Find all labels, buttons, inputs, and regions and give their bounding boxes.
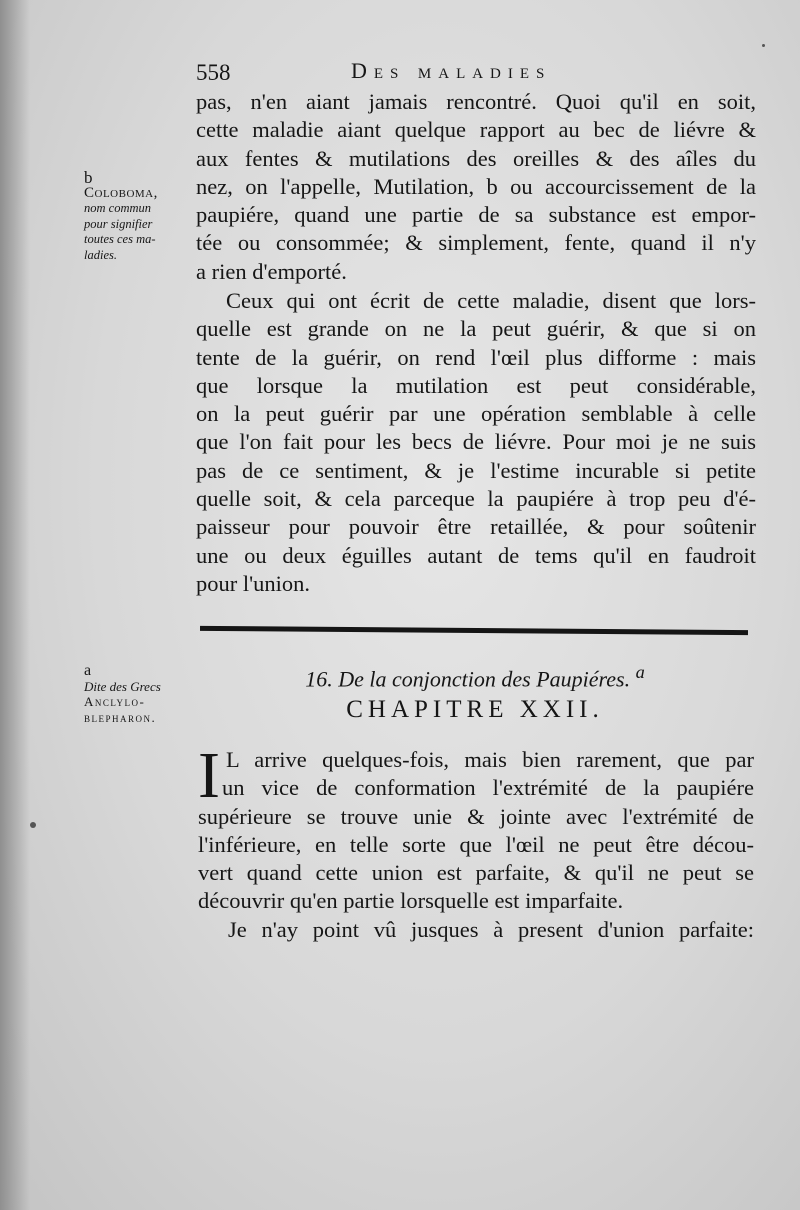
note-marker: b [84, 168, 93, 187]
text-line: aux fentes & mutilations des oreilles & des aîles du [196, 145, 756, 171]
note-term: Coloboma, [84, 184, 158, 201]
text-line: on la peut guérir par une opération semblable à celle [196, 401, 756, 427]
section-title-text: 16. De la conjonction des Paupiéres. [305, 666, 631, 692]
section-title-marker: a [635, 662, 645, 682]
section-title [200, 662, 750, 692]
paragraph-mutilation [196, 88, 756, 286]
note-term: blepharon. [84, 709, 157, 725]
text-line: quelle est grande on ne la peut guérir, & que si on [196, 316, 756, 342]
chapter-title: CHAPITRE XXII. [346, 696, 604, 723]
paper-speck [30, 822, 36, 828]
note-line: pour signifier [84, 216, 153, 231]
margin-note-coloboma [84, 170, 194, 263]
text-line: Je n'ay point vû jusques à present d'union parfaite: [228, 916, 754, 942]
text-line: a rien d'emporté. [196, 258, 347, 284]
text-line: nez, on l'appelle, Mutilation, b ou accourcissement de la [196, 173, 756, 199]
text-line: une ou deux éguilles autant de tems qu'il en faudroit [196, 542, 756, 568]
text-line: paisseur pour pouvoir être retaillée, & pour soûtenir [196, 514, 756, 540]
section-rule [200, 626, 748, 635]
drop-cap: I [198, 739, 220, 812]
text-line: quelle soit, & cela parceque la paupiére à trop peu d'é- [196, 486, 756, 512]
text-line: que l'on fait pour les becs de liévre. Pour moi je ne suis [196, 429, 756, 455]
note-line: nom commun [84, 201, 152, 215]
text-line: tée ou consommée; & simplement, fente, quand il n'y [196, 230, 756, 256]
text-line: vert quand cette union est parfaite, & qu'il ne peut se [198, 860, 754, 886]
text-line: pas de ce sentiment, & je l'estime incurable si petite [196, 457, 756, 483]
page-number: 558 [196, 60, 231, 85]
text-line: un vice de conformation l'extrémité de la paupiére [222, 775, 754, 801]
note-marker: a [84, 662, 92, 679]
note-line: toutes ces ma- [84, 232, 156, 246]
text-line: paupiére, quand une partie de sa substance est empor- [196, 202, 756, 228]
paragraph-treatment [196, 287, 756, 598]
running-title: Des maladies [351, 58, 552, 83]
text-line: pas, n'en aiant jamais rencontré. Quoi qu'il en soit, [196, 89, 756, 114]
paper-speck [762, 44, 765, 47]
text-line: pour l'union. [196, 570, 311, 596]
text-line: tente de la guérir, on rend l'œil plus difforme : mais [196, 344, 756, 370]
note-line: Dite des Grecs [84, 678, 161, 694]
note-term: Anclylo- [84, 694, 146, 709]
text-line: Ceux qui ont écrit de cette maladie, disent que lors- [226, 288, 756, 313]
text-line: l'inférieure, en telle sorte que l'œil ne peut être décou- [198, 831, 754, 857]
margin-note-anclyloblepharon [84, 663, 194, 725]
text-line: que lorsque la mutilation est peut considérable, [196, 372, 756, 398]
note-line: ladies. [84, 247, 117, 262]
text-line: découvrir qu'en partie lorsquelle est imparfaite. [198, 888, 624, 914]
text-line: cette maladie aiant quelque rapport au bec de liévre & [196, 117, 756, 143]
chapter-text [198, 739, 754, 944]
text-line: L arrive quelques-fois, mais bien rarement, que par [226, 747, 754, 772]
text-line: supérieure se trouve unie & jointe avec l'extrémité de [198, 803, 754, 829]
